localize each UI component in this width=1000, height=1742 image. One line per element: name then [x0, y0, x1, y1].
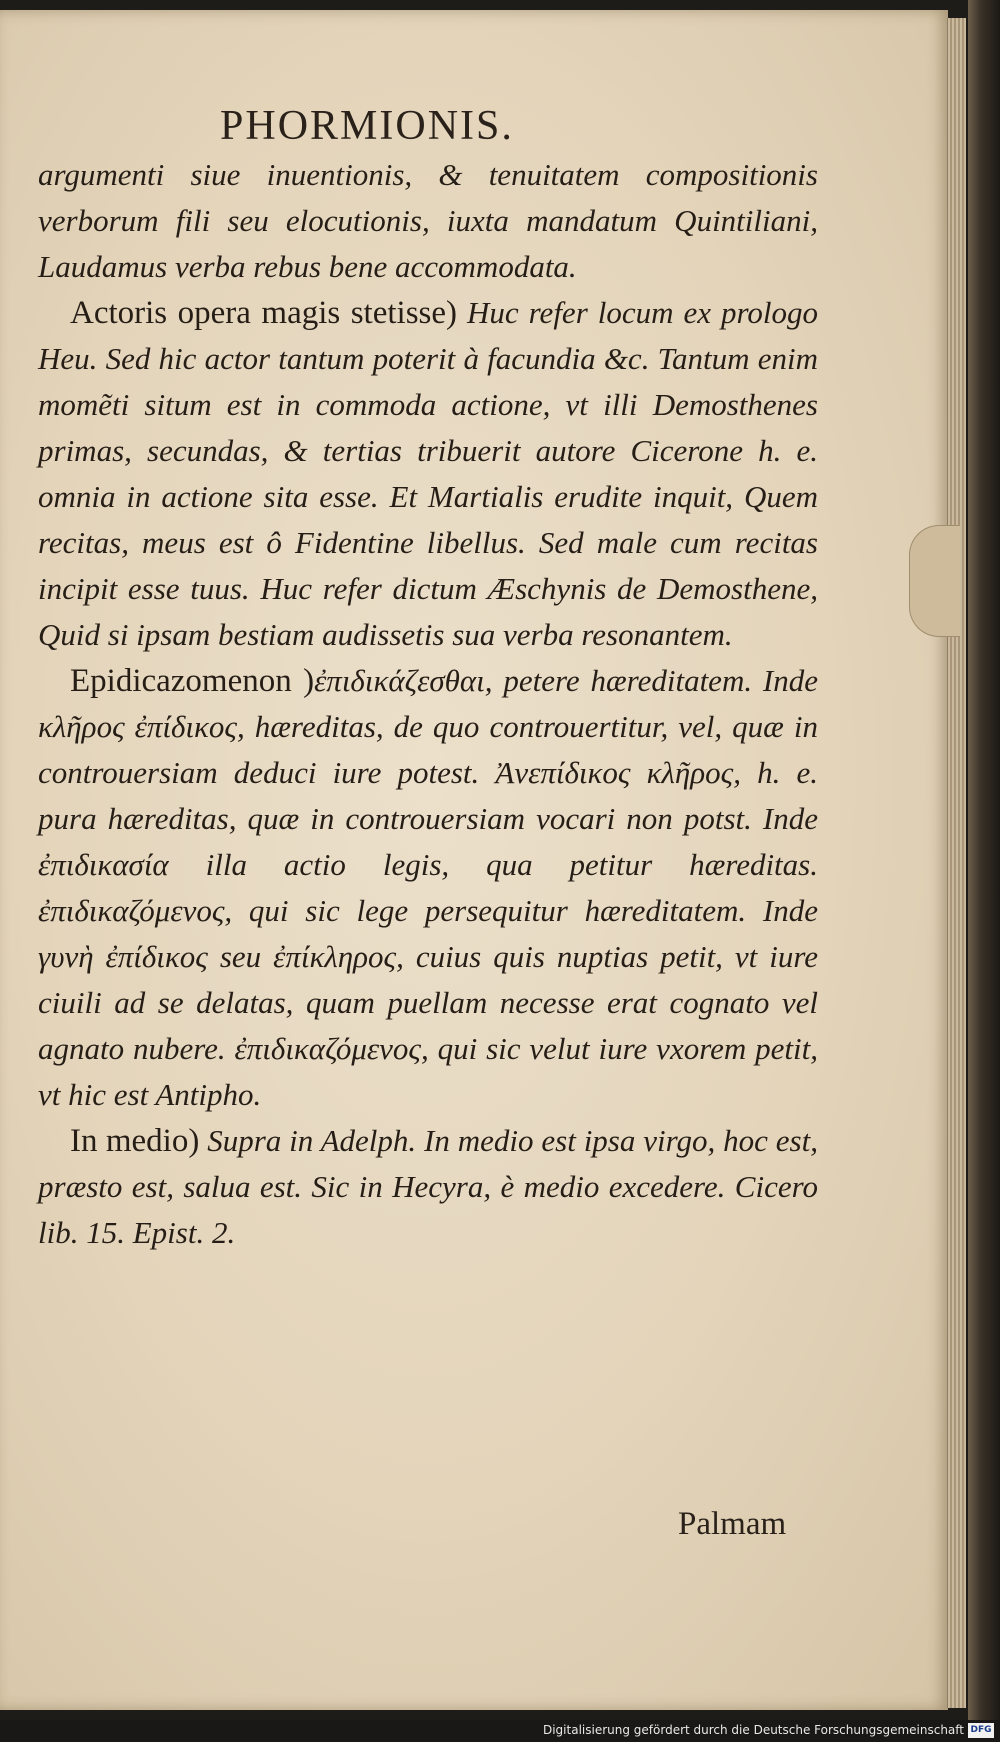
lemma-actoris: Actoris opera magis stetisse) — [70, 295, 458, 331]
dfg-logo: DFG — [968, 1723, 994, 1738]
running-head: PHORMIONIS. — [220, 103, 514, 149]
book-page — [0, 10, 948, 1710]
paragraph-1-text: argumenti siue inuentionis, & tenuitatem compositionis verborum fili seu elocutionis, iuxta mandatum Quintiliani, Laudamus verba rebus bene accommodata. — [38, 157, 818, 284]
paragraph-4-text: Supra in Adelph. In medio est ipsa virgo, hoc est, præsto est, salua est. Sic in Hecyra, è medio excedere. Cicero lib. 15. Epist. 2. — [38, 1123, 818, 1250]
footer-bar — [0, 1720, 1000, 1742]
paragraph-2 — [38, 290, 818, 658]
paragraph-4 — [38, 1118, 818, 1256]
lemma-in-medio: In medio) — [70, 1123, 200, 1159]
paragraph-1 — [38, 152, 818, 290]
catchword: Palmam — [678, 1506, 787, 1542]
page-tab — [909, 525, 960, 637]
paragraph-3 — [38, 658, 818, 1118]
lemma-epidicazomenon: Epidicazomenon ) — [70, 663, 315, 699]
page-edge — [947, 18, 966, 1708]
paragraph-2-text: Huc refer locum ex prologo Heu. Sed hic actor tantum poterit à facundia &c. Tantum enim momẽti situm est in commoda actione, vt illi Demosthenes primas, secundas, & tertias tribuerit autore Cicerone h. e. omnia in actione sita esse. Et Martialis erudite inquit, Quem recitas, meus est ô Fidentine libellus. Sed male cum recitas incipit esse tuus. Huc refer dictum Æschynis de Demosthene, Quid si ipsam bestiam audissetis sua verba resonantem. — [38, 295, 819, 652]
book-spine — [968, 0, 1000, 1742]
footer-credit: Digitalisierung gefördert durch die Deutsche Forschungsgemeinschaft — [542, 1723, 964, 1737]
page-text — [38, 152, 818, 1256]
paragraph-3-text: ἐπιδικάζεσθαι, petere hæreditatem. Inde κλῆρος ἐπίδικος, hæreditas, de quo controuertitur, vel, quæ in controuersiam deduci iure potest. Ἀνεπίδικος κλῆρος, h. e. pura hæreditas, quæ in controuersiam vocari non potst. Inde ἐπιδικασία illa actio legis, qua petitur hæreditas. ἐπιδικαζόμενος, qui sic lege persequitur hæreditatem. Inde γυνὴ ἐπίδικος seu ἐπίκληρος, cuius quis nuptias petit, vt iure ciuili ad se delatas, quam puellam necesse erat cognato vel agnato nubere. ἐπιδικαζόμενος, qui sic velut iure vxorem petit, vt hic est Antipho. — [38, 663, 818, 1112]
